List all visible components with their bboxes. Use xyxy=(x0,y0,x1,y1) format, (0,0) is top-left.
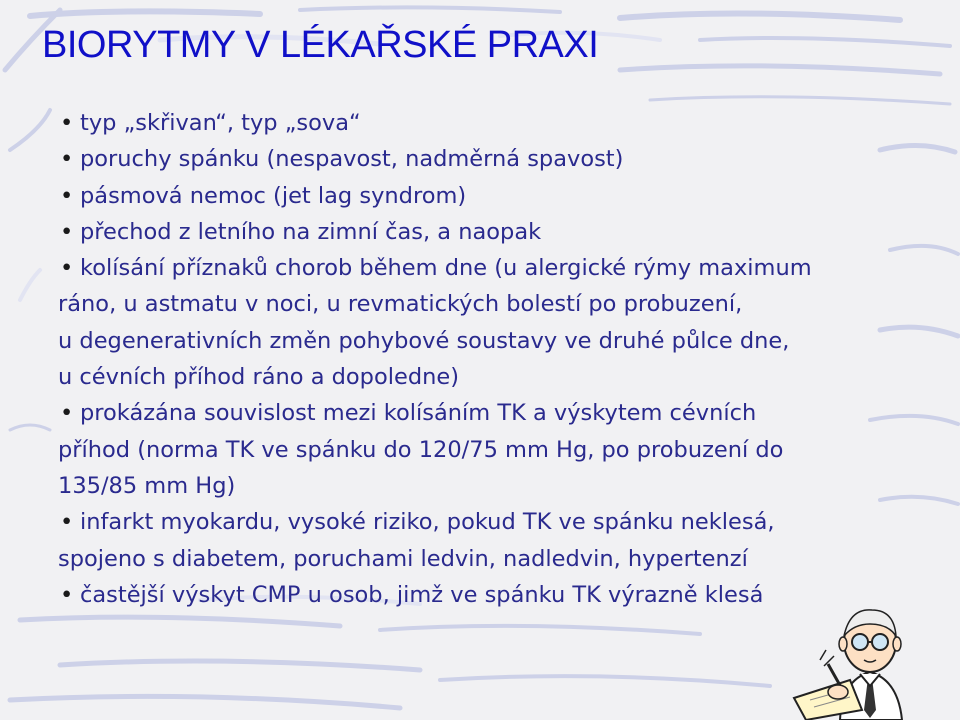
bullet-dot-icon xyxy=(60,105,80,141)
bullet-item xyxy=(60,141,940,177)
bullet-list xyxy=(60,105,940,613)
bullet-dot-icon xyxy=(60,178,80,214)
bullet-item xyxy=(60,214,940,250)
bullet-dot-icon xyxy=(60,577,80,613)
bullet-text: u degenerativních změn pohybové soustavy ve druhé půlce dne, xyxy=(58,327,790,354)
bullet-text: spojeno s diabetem, poruchami ledvin, nadledvin, hypertenzí xyxy=(58,545,748,572)
bullet-continuation xyxy=(58,359,940,395)
bullet-dot-icon xyxy=(60,395,80,431)
bullet-text: příhod (norma TK ve spánku do 120/75 mm Hg, po probuzení do xyxy=(58,436,784,463)
bullet-text: ráno, u astmatu v noci, u revmatických bolestí po probuzení, xyxy=(58,291,743,318)
bullet-text: u cévních příhod ráno a dopoledne) xyxy=(58,364,459,391)
bullet-text: poruchy spánku (nespavost, nadměrná spavost) xyxy=(80,146,624,173)
bullet-dot-icon xyxy=(60,504,80,540)
bullet-dot-icon xyxy=(60,250,80,286)
bullet-text: častější výskyt CMP u osob, jimž ve spánku TK výrazně klesá xyxy=(80,581,764,608)
bullet-dot-icon xyxy=(60,141,80,177)
bullet-text: 135/85 mm Hg) xyxy=(58,472,236,499)
bullet-dot-icon xyxy=(60,214,80,250)
bullet-text: kolísání příznaků chorob během dne (u alergické rýmy maximum xyxy=(80,255,812,282)
bullet-continuation xyxy=(58,432,940,468)
bullet-item xyxy=(60,395,940,431)
bullet-continuation xyxy=(58,286,940,322)
bullet-text: pásmová nemoc (jet lag syndrom) xyxy=(80,182,467,209)
bullet-item xyxy=(60,250,940,286)
bullet-text: typ „skřivan“, typ „sova“ xyxy=(80,110,361,136)
bullet-item xyxy=(60,105,940,141)
bullet-continuation xyxy=(58,468,940,504)
bullet-continuation xyxy=(58,323,940,359)
bullet-item xyxy=(60,504,940,540)
bullet-text: prokázána souvislost mezi kolísáním TK a výskytem cévních xyxy=(80,400,757,427)
bullet-item xyxy=(60,178,940,214)
bullet-continuation xyxy=(58,541,940,577)
slide-title: BIORYTMY V LÉKAŘSKÉ PRAXI xyxy=(42,24,599,66)
bullet-text: přechod z letního na zimní čas, a naopak xyxy=(80,218,542,245)
doctor-writing-icon xyxy=(780,580,960,720)
bullet-text: infarkt myokardu, vysoké riziko, pokud TK ve spánku neklesá, xyxy=(80,509,775,536)
